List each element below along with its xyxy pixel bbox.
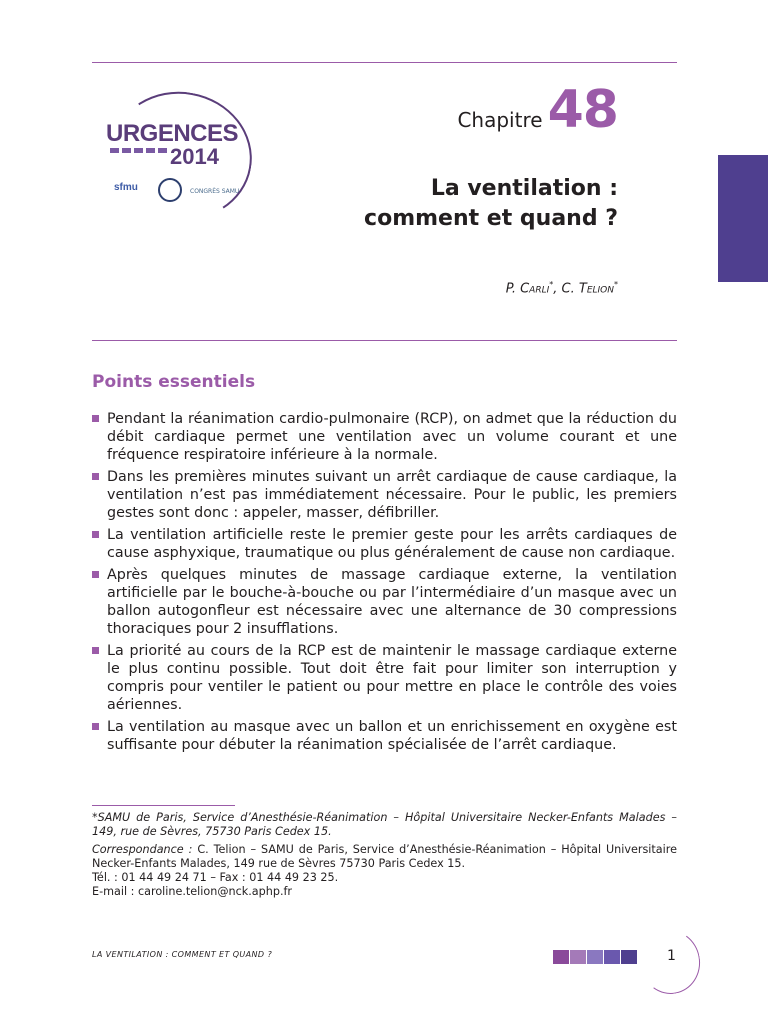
color-swatches <box>553 950 637 964</box>
list-item: Dans les premières minutes suivant un arrêt cardiaque de cause cardiaque, la ventilation n’est pas immédiatement nécessaire. Pour le public, les premiers gestes sont donc : appeler, masser, défibriller. <box>92 468 677 522</box>
list-item: Pendant la réanimation cardio-pulmonaire (RCP), on admet que la réduction du débit cardiaque permet une ventilation avec un volume courant et une fréquence respiratoire inférieure à la normale. <box>92 410 677 464</box>
list-item: La ventilation au masque avec un ballon et un enrichissement en oxygène est suffisante pour débuter la réanimation spécialisée de l’arrêt cardiaque. <box>92 718 677 754</box>
logo-dots <box>110 148 167 153</box>
chapter-number: 48 <box>547 80 618 140</box>
bullet-square-icon <box>92 723 99 730</box>
chapter-side-tab <box>718 155 768 282</box>
email: E-mail : caroline.telion@nck.aphp.fr <box>92 885 293 898</box>
title-line-2: comment et quand ? <box>364 206 618 231</box>
running-title: LA VENTILATION : COMMENT ET QUAND ? <box>92 950 273 959</box>
list-item: Après quelques minutes de massage cardiaque externe, la ventilation artificielle par le bouche-à-bouche ou par l’intermédiaire d’un masque avec un ballon autogonfleur est nécessaire avec une alternance de 30 compressions thoraciques pour 2 insufflations. <box>92 566 677 638</box>
author-1-name: Carli <box>520 281 550 297</box>
swatch <box>587 950 603 964</box>
logo-year: 2014 <box>170 144 219 169</box>
chapter-heading <box>457 80 618 140</box>
author-1-mark: * <box>549 280 554 289</box>
correspondence-label: Correspondance : <box>92 843 193 856</box>
bullet-square-icon <box>92 473 99 480</box>
author-line: P. Carli*, C. Telion* <box>505 280 618 297</box>
chapter-label: Chapitre <box>457 108 543 132</box>
author-1-initial: P. <box>505 281 516 297</box>
section-rule <box>92 340 677 341</box>
affiliation: *SAMU de Paris, Service d’Anesthésie-Réanimation – Hôpital Universitaire Necker-Enfants Malades – 149, rue de Sèvres, 75730 Paris Cedex 15. <box>92 811 677 838</box>
partner-logo-sfmu: sfmu <box>114 182 138 193</box>
list-item: La priorité au cours de la RCP est de maintenir le massage cardiaque externe le plus continu possible. Tout doit être fait pour limiter son interruption y compris pour ventiler le patient ou pour mettre en place le contrôle des voies aériennes. <box>92 642 677 714</box>
bullet-square-icon <box>92 571 99 578</box>
footnote <box>92 811 677 899</box>
title-line-1: La ventilation : <box>430 176 618 201</box>
footnote-rule <box>92 805 235 806</box>
logo-event-name: URGENCES <box>106 120 239 147</box>
author-2-mark: * <box>614 280 618 289</box>
key-points-list <box>92 410 677 758</box>
author-2-initial: C. <box>561 281 575 297</box>
list-item: La ventilation artificielle reste le premier geste pour les arrêts cardiaques de cause asphyxique, traumatique ou plus généralement de cause non cardiaque. <box>92 526 677 562</box>
author-2-name: Telion <box>578 281 614 297</box>
partner-logo-caption: CONGRÈS SAMU <box>190 188 240 195</box>
swatch <box>570 950 586 964</box>
section-heading: Points essentiels <box>92 372 256 392</box>
partner-logo-samu <box>158 178 182 202</box>
page-number: 1 <box>667 948 676 964</box>
correspondence: Correspondance : C. Telion – SAMU de Paris, Service d’Anesthésie-Réanimation – Hôpital Universitaire Necker-Enfants Malades, 149 rue de Sèvres 75730 Paris Cedex 15. <box>92 843 677 870</box>
bullet-square-icon <box>92 415 99 422</box>
header-rule <box>92 62 677 63</box>
phone-fax: Tél. : 01 44 49 24 71 – Fax : 01 44 49 23 25. <box>92 871 339 884</box>
bullet-square-icon <box>92 531 99 538</box>
swatch <box>553 950 569 964</box>
article-title <box>364 174 618 234</box>
congress-logo <box>100 90 260 220</box>
bullet-square-icon <box>92 647 99 654</box>
swatch <box>621 950 637 964</box>
swatch <box>604 950 620 964</box>
